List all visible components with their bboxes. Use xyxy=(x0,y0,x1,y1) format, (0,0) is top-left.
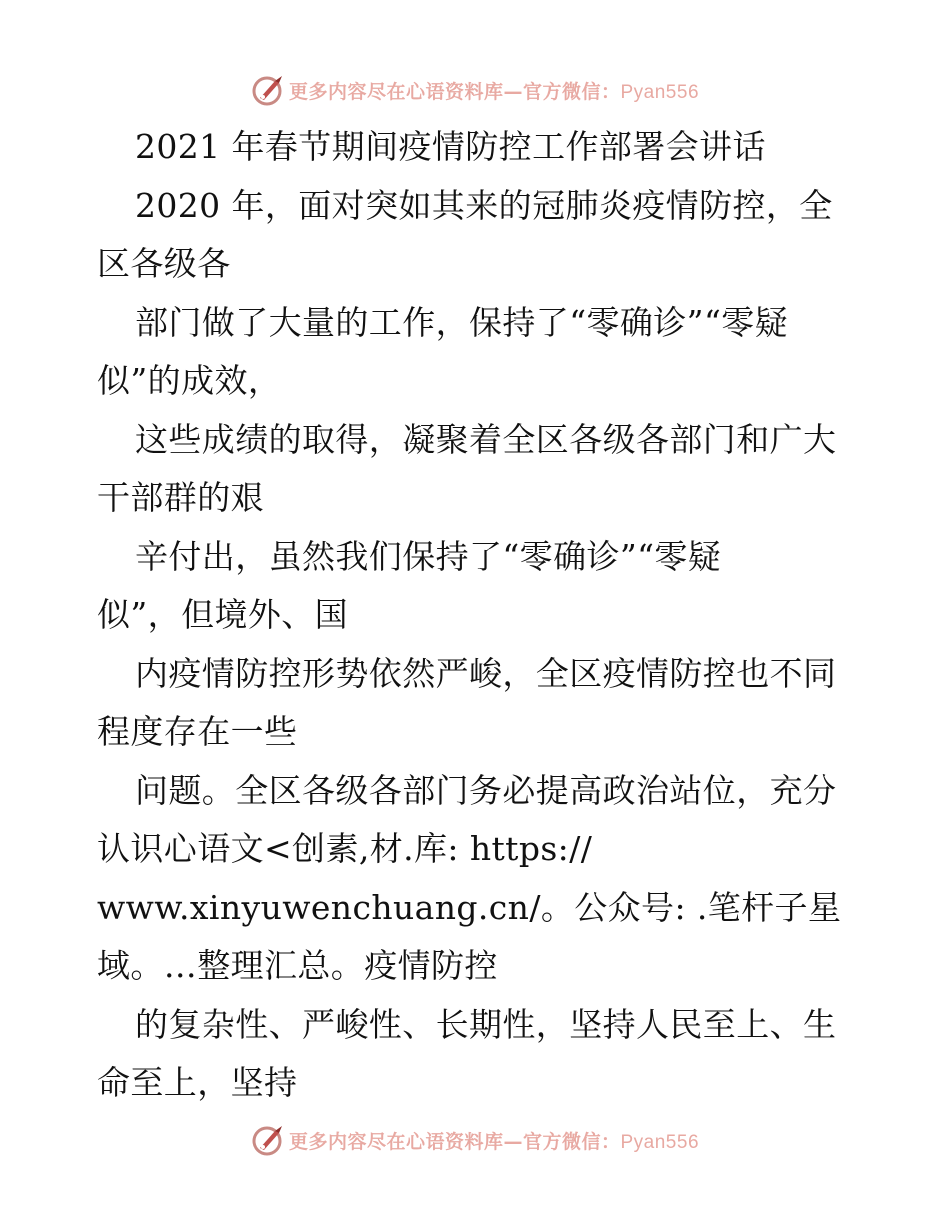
paragraph-line: 2020 年，面对突如其来的冠肺炎疫情防控，全 xyxy=(135,185,833,225)
paragraph-line: 命至上，坚持 xyxy=(97,1063,298,1102)
paragraph-line: 域。…整理汇总。疫情防控 xyxy=(97,946,498,985)
watermark-dash: — xyxy=(503,80,523,103)
quill-logo-icon xyxy=(251,1123,285,1157)
paragraph-line: 这些成绩的取得，凝聚着全区各级各部门和广大 xyxy=(135,419,837,459)
paragraph-line: 问题。全区各级各部门务必提高政治站位，充分 xyxy=(135,770,837,810)
paragraph-line: 内疫情防控形势依然严峻，全区疫情防控也不同 xyxy=(135,653,837,693)
footer-watermark xyxy=(0,1120,950,1160)
watermark-label: 官方微信： xyxy=(522,80,621,103)
watermark-main-text: 更多内容尽在心语资料库 xyxy=(288,80,504,103)
paragraph-line: 干部群的艰 xyxy=(97,478,264,517)
paragraph-line: 部门做了大量的工作，保持了“零确诊”“零疑 xyxy=(135,302,789,342)
watermark-id: Pyan556 xyxy=(620,81,700,103)
paragraph-line: www.xinyuwenchuang.cn/。公众号: .笔杆子星 xyxy=(97,887,842,927)
document-title: 2021 年春节期间疫情防控工作部署会讲话 xyxy=(135,127,766,166)
paragraph-line: 认识心语文<创素,材.库: https:// xyxy=(97,829,593,868)
quill-logo-icon xyxy=(251,73,285,107)
watermark-main-text: 更多内容尽在心语资料库 xyxy=(288,1130,504,1153)
watermark-dash: — xyxy=(503,1130,523,1153)
paragraph-line: 辛付出，虽然我们保持了“零确诊”“零疑 xyxy=(135,536,722,576)
watermark-id: Pyan556 xyxy=(620,1131,700,1153)
paragraph-line: 区各级各 xyxy=(97,244,231,283)
paragraph-line: 似”，但境外、国 xyxy=(97,595,349,634)
document-body xyxy=(97,118,857,1113)
watermark-label: 官方微信： xyxy=(522,1130,621,1153)
paragraph-line: 程度存在一些 xyxy=(97,712,298,751)
header-watermark xyxy=(0,70,950,110)
paragraph-line: 的复杂性、严峻性、长期性，坚持人民至上、生 xyxy=(135,1004,837,1044)
paragraph-line: 似”的成效， xyxy=(97,361,282,400)
